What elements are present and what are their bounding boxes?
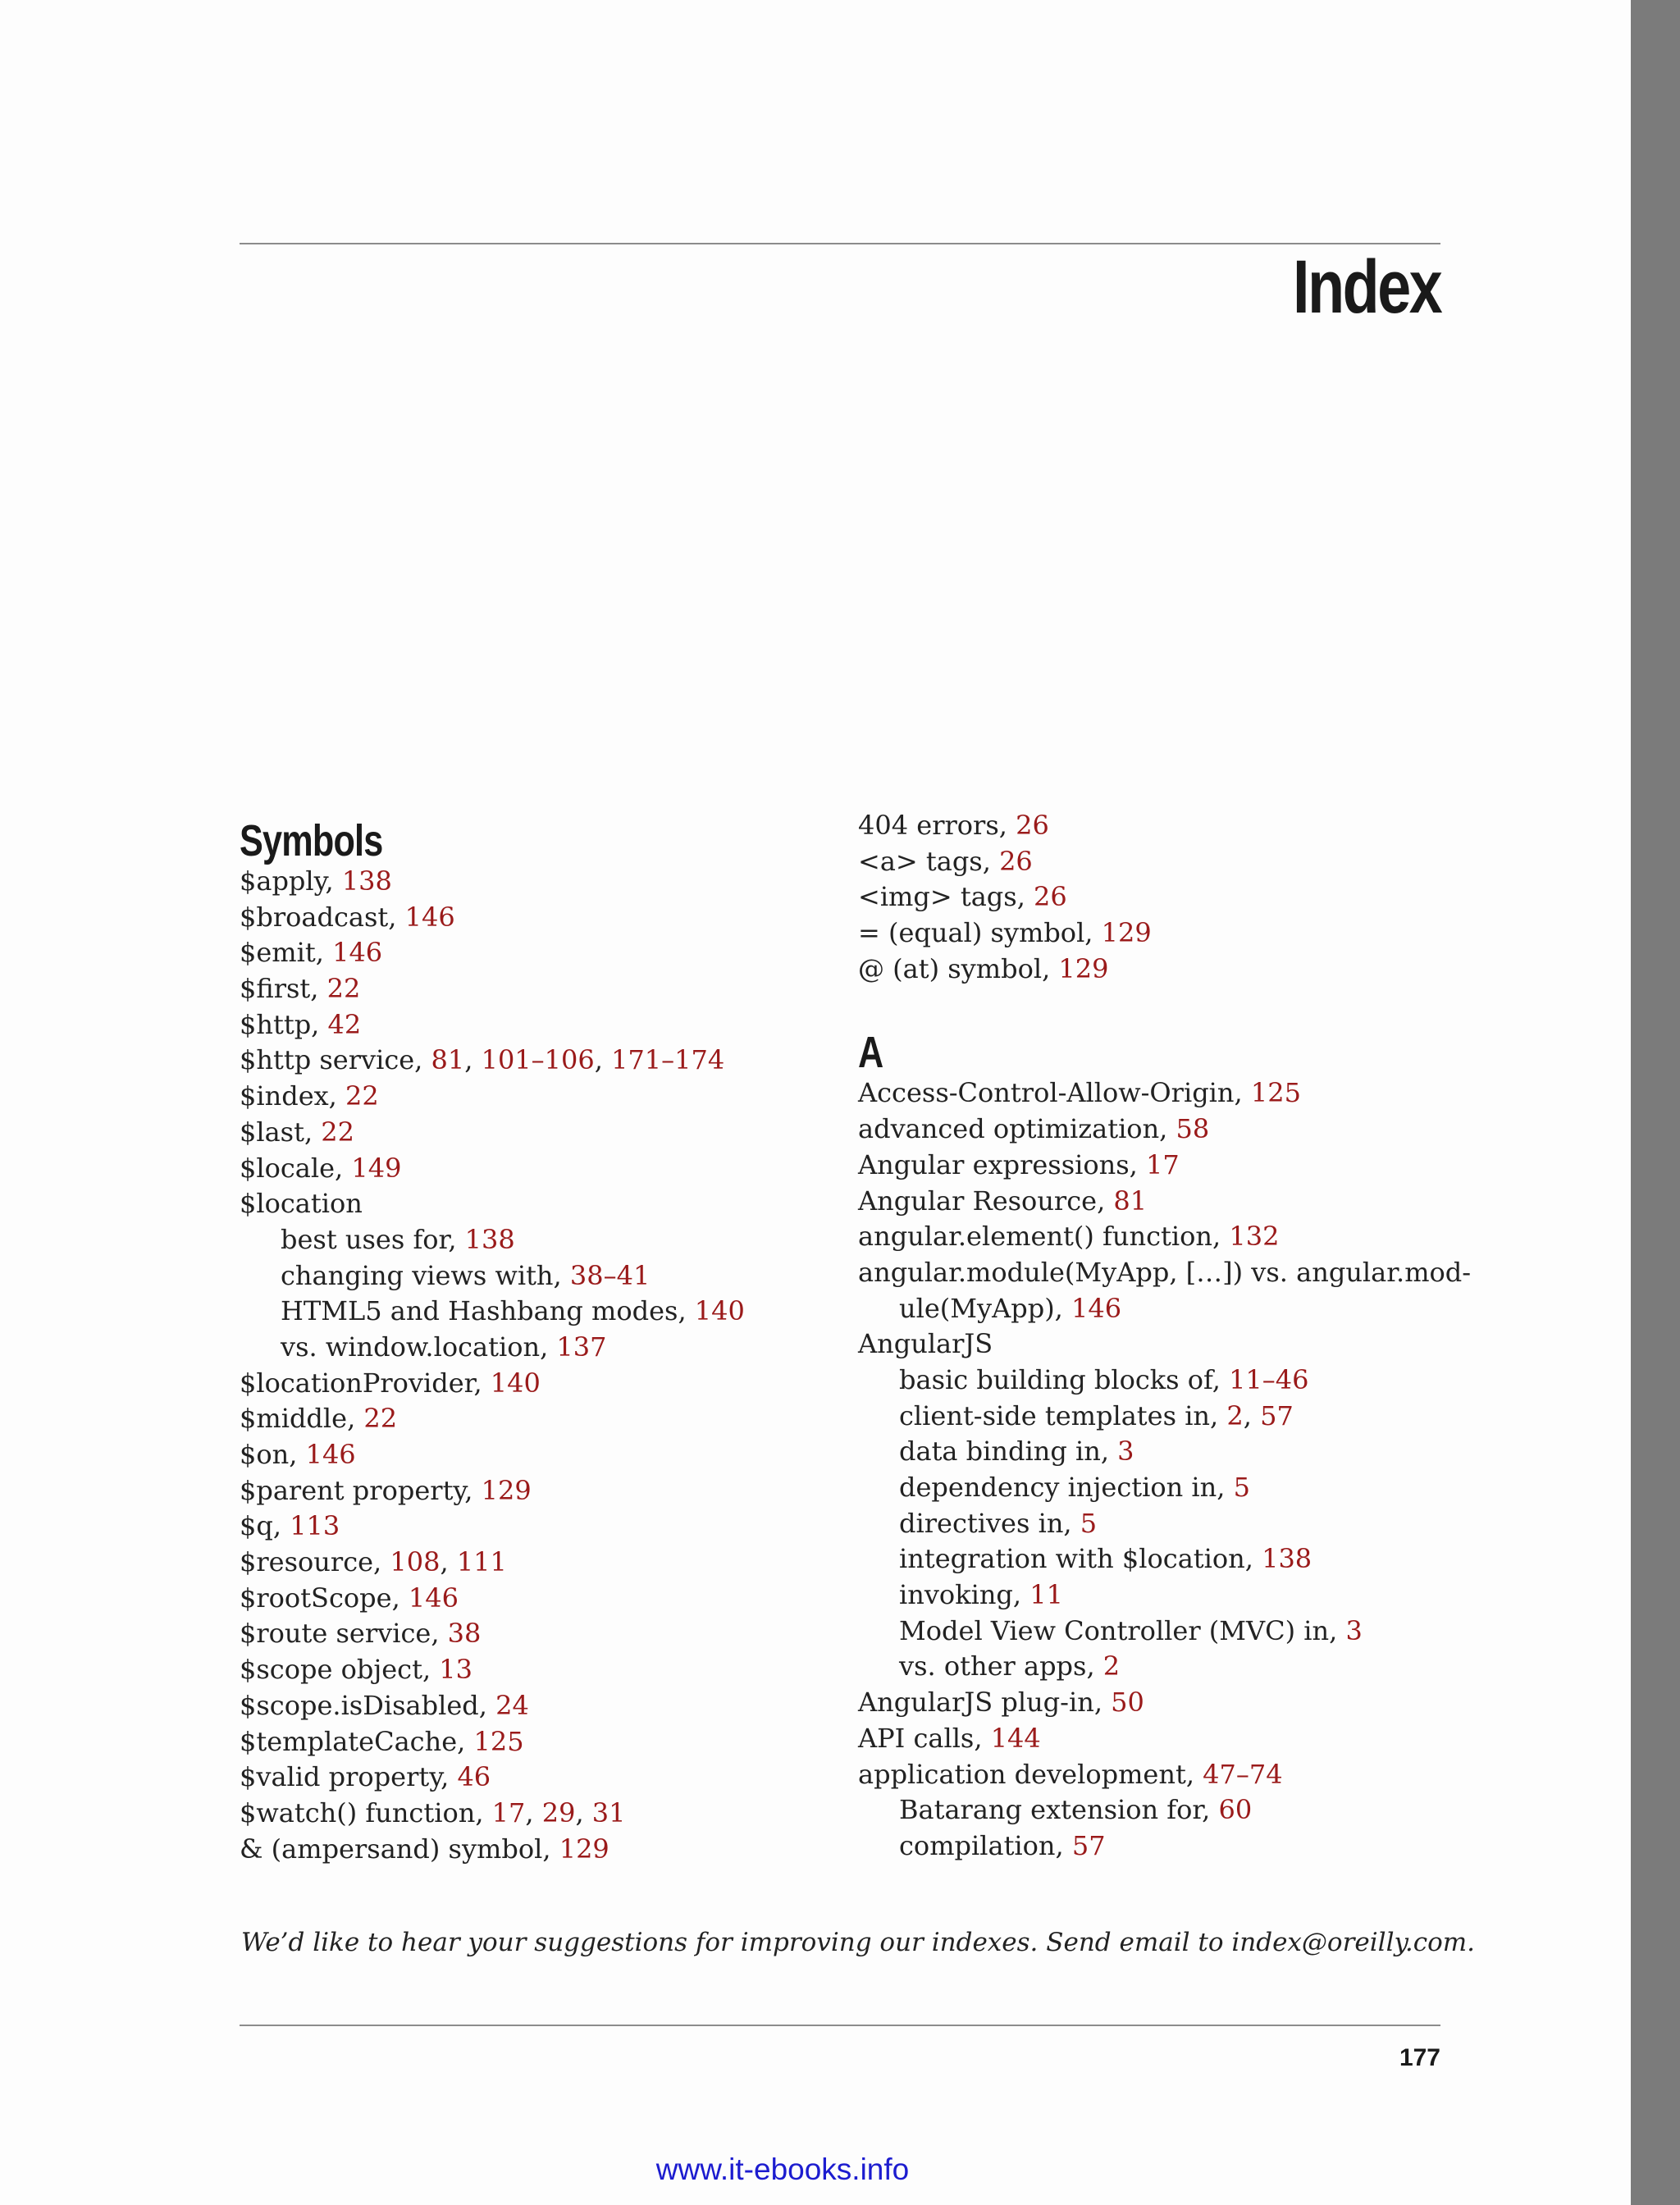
index-entry <box>240 1473 830 1509</box>
page-reference-link[interactable]: 108 <box>390 1546 441 1578</box>
index-term: Model View Controller (MVC) in, <box>899 1614 1346 1646</box>
page-reference-link[interactable]: 81 <box>1113 1185 1148 1217</box>
page-reference-link[interactable]: 42 <box>327 1008 362 1040</box>
index-entry <box>240 1366 830 1402</box>
index-entry <box>240 900 830 936</box>
page-reference-link[interactable]: 129 <box>1058 952 1109 984</box>
index-term: $watch() function, <box>240 1796 492 1828</box>
index-subentry <box>858 1434 1449 1470</box>
index-term: <a> tags, <box>858 845 1000 877</box>
page-reference-link[interactable]: 140 <box>490 1367 541 1399</box>
index-subentry <box>858 1399 1449 1435</box>
index-term: $scope.isDisabled, <box>240 1689 496 1721</box>
index-entry <box>240 1652 830 1688</box>
page-reference-link[interactable]: 111 <box>456 1546 507 1578</box>
page-reference-link[interactable]: 3 <box>1117 1436 1134 1468</box>
index-term: & (ampersand) symbol, <box>240 1833 559 1865</box>
index-entry <box>858 952 1449 988</box>
page-reference-link[interactable]: 5 <box>1233 1472 1250 1503</box>
index-term: dependency injection in, <box>899 1472 1234 1503</box>
index-term: HTML5 and Hashbang modes, <box>281 1295 695 1327</box>
page-reference-link[interactable]: 31 <box>591 1796 626 1828</box>
page-reference-link[interactable]: 38 <box>447 1618 482 1650</box>
index-term: invoking, <box>899 1579 1030 1611</box>
index-term: best uses for, <box>281 1223 465 1255</box>
index-entry <box>858 1326 1449 1363</box>
index-term: advanced optimization, <box>858 1113 1176 1145</box>
index-term: $parent property, <box>240 1474 482 1506</box>
index-entry <box>240 1796 830 1832</box>
page-reference-link[interactable]: 138 <box>464 1223 515 1255</box>
index-term: $broadcast, <box>240 901 405 933</box>
index-entry <box>240 1079 830 1115</box>
page-reference-link[interactable]: 129 <box>481 1474 532 1506</box>
index-term: 404 errors, <box>858 810 1016 841</box>
page-reference-link[interactable]: 57 <box>1071 1829 1106 1861</box>
index-subentry <box>240 1222 830 1258</box>
index-term: $http service, <box>240 1044 431 1076</box>
index-column-right <box>858 808 1472 1865</box>
index-term: data binding in, <box>899 1436 1118 1468</box>
index-term: Angular expressions, <box>858 1148 1147 1180</box>
index-term: compilation, <box>899 1829 1072 1861</box>
index-entry <box>858 844 1449 880</box>
index-entry <box>240 1724 830 1760</box>
index-entry <box>240 1832 830 1868</box>
index-term: AngularJS plug-in, <box>858 1687 1112 1719</box>
footer-note: We’d like to hear your suggestions for improving our indexes. Send email to index@oreilly.com. <box>241 1928 1476 1957</box>
page-reference-link[interactable]: 144 <box>990 1722 1041 1754</box>
page-reference-link[interactable]: 2 <box>1102 1650 1121 1682</box>
page-reference-link[interactable]: 132 <box>1229 1221 1280 1253</box>
index-term: $rootScope, <box>240 1582 409 1614</box>
index-subentry <box>240 1294 830 1330</box>
page-reference-link[interactable]: 146 <box>408 1582 459 1614</box>
section-heading-a: A <box>858 1028 883 1078</box>
page-title: Index <box>1292 245 1440 329</box>
page-reference-link[interactable]: 129 <box>1101 917 1152 949</box>
page-separator: , <box>440 1546 457 1578</box>
top-rule <box>240 243 1440 244</box>
index-term: vs. other apps, <box>899 1650 1103 1682</box>
page-reference-link[interactable]: 22 <box>363 1403 398 1435</box>
page-reference-link[interactable]: 50 <box>1111 1687 1144 1719</box>
page-reference-link[interactable]: 26 <box>1034 881 1067 913</box>
index-term: $last, <box>240 1116 322 1148</box>
page-reference-link[interactable]: 26 <box>999 845 1033 877</box>
index-entry <box>858 1291 1449 1327</box>
index-entry <box>240 1043 830 1079</box>
index-entry <box>240 1115 830 1151</box>
page-reference-link[interactable]: 11 <box>1029 1579 1063 1611</box>
index-entry <box>240 1581 830 1617</box>
section-heading-symbols: Symbols <box>240 816 383 865</box>
index-column-left <box>240 808 830 1867</box>
index-subentry <box>858 1577 1449 1614</box>
index-entry <box>858 1685 1449 1721</box>
index-entry <box>240 864 830 900</box>
page-reference-link[interactable]: 129 <box>559 1833 609 1865</box>
index-entry <box>858 1219 1449 1255</box>
index-term: $first, <box>240 973 327 1005</box>
index-term: $apply, <box>240 865 342 897</box>
watermark-link[interactable]: www.it-ebooks.info <box>655 2152 910 2186</box>
page-separator: , <box>1243 1399 1261 1431</box>
entry-list <box>240 864 830 1867</box>
page-reference-link[interactable]: 146 <box>332 937 383 969</box>
index-term: client-side templates in, <box>899 1399 1227 1431</box>
page-reference-link[interactable]: 13 <box>439 1654 473 1686</box>
index-term: angular.module(MyApp, […]) vs. angular.mod- <box>858 1256 1472 1288</box>
page-reference-link[interactable]: 149 <box>351 1152 402 1184</box>
page-reference-link[interactable]: 22 <box>321 1116 355 1148</box>
page-reference-link[interactable]: 3 <box>1345 1614 1363 1646</box>
page-reference-link[interactable]: 24 <box>495 1689 529 1721</box>
index-subentry <box>858 1541 1449 1577</box>
index-subentry <box>240 1330 830 1366</box>
index-term: API calls, <box>858 1722 991 1754</box>
bottom-rule <box>240 2025 1440 2026</box>
index-entry <box>240 1509 830 1545</box>
index-entry <box>858 1721 1449 1757</box>
index-subentry <box>858 1363 1449 1399</box>
page-reference-link[interactable]: 81 <box>431 1044 465 1076</box>
page-reference-link[interactable]: 125 <box>1250 1077 1301 1109</box>
index-term: <img> tags, <box>858 881 1034 913</box>
page-reference-link[interactable]: 26 <box>1016 810 1049 841</box>
page-reference-link[interactable]: 101–106 <box>481 1044 595 1076</box>
index-entry <box>858 1075 1449 1112</box>
index-entry <box>240 1186 830 1222</box>
page-reference-link[interactable]: 17 <box>1146 1148 1180 1180</box>
page-reference-link[interactable]: 58 <box>1176 1113 1210 1145</box>
index-entry <box>858 1112 1449 1148</box>
index-entry <box>240 1545 830 1581</box>
index-term: $middle, <box>240 1403 364 1435</box>
index-entry <box>858 915 1449 952</box>
index-term: $index, <box>240 1080 346 1112</box>
index-entry <box>240 1437 830 1473</box>
page-reference-link[interactable]: 5 <box>1080 1507 1098 1539</box>
index-subentry <box>858 1614 1449 1650</box>
index-term: $locationProvider, <box>240 1367 491 1399</box>
page-reference-link[interactable]: 125 <box>473 1725 524 1757</box>
page-reference-link[interactable]: 138 <box>341 865 392 897</box>
index-term: changing views with, <box>281 1259 570 1291</box>
page-reference-link[interactable]: 22 <box>345 1080 379 1112</box>
page-reference-link[interactable]: 113 <box>290 1510 340 1542</box>
page-number: 177 <box>1399 2044 1440 2071</box>
page-separator: , <box>464 1044 482 1076</box>
page-reference-link[interactable]: 146 <box>404 901 455 933</box>
index-entry <box>240 1688 830 1724</box>
index-subentry <box>858 1649 1449 1685</box>
index-term: @ (at) symbol, <box>858 952 1059 984</box>
index-entry <box>240 935 830 971</box>
index-term: ule(MyApp), <box>899 1292 1072 1324</box>
index-term: AngularJS <box>858 1328 993 1360</box>
page-reference-link[interactable]: 146 <box>305 1439 356 1470</box>
index-subentry <box>240 1258 830 1294</box>
index-entry <box>240 1401 830 1437</box>
page-reference-link[interactable]: 47–74 <box>1203 1758 1283 1790</box>
index-entry <box>240 971 830 1007</box>
index-term: = (equal) symbol, <box>858 917 1102 949</box>
index-term: application development, <box>858 1758 1203 1790</box>
index-term: $templateCache, <box>240 1725 474 1757</box>
index-entry <box>240 1616 830 1652</box>
entry-list <box>858 1075 1472 1864</box>
index-term: $scope object, <box>240 1654 440 1686</box>
index-term: $http, <box>240 1008 328 1040</box>
page-reference-link[interactable]: 11–46 <box>1229 1363 1309 1395</box>
index-term: integration with $location, <box>899 1543 1262 1575</box>
index-term: $location <box>240 1188 363 1220</box>
index-term: $resource, <box>240 1546 390 1578</box>
page-reference-link[interactable]: 46 <box>457 1761 491 1793</box>
page-reference-link[interactable]: 60 <box>1218 1794 1253 1826</box>
index-term: directives in, <box>899 1507 1080 1539</box>
page-reference-link[interactable]: 38–41 <box>569 1259 651 1291</box>
page-separator: , <box>575 1796 592 1828</box>
index-entry <box>858 1184 1449 1220</box>
index-entry <box>240 1007 830 1043</box>
page-reference-link[interactable]: 2 <box>1226 1399 1244 1431</box>
page-reference-link[interactable]: 171–174 <box>611 1044 725 1076</box>
page-reference-link[interactable]: 146 <box>1071 1292 1122 1324</box>
index-entry <box>858 1255 1472 1291</box>
page-separator: , <box>525 1796 542 1828</box>
index-entry <box>858 808 1449 844</box>
page-reference-link[interactable]: 57 <box>1260 1399 1294 1431</box>
page-reference-link[interactable]: 138 <box>1262 1543 1312 1575</box>
index-term: $q, <box>240 1510 290 1542</box>
index-entry <box>240 1151 830 1187</box>
entry-list-top <box>858 808 1449 987</box>
index-term: $emit, <box>240 937 333 969</box>
index-term: Batarang extension for, <box>899 1794 1219 1826</box>
index-subentry <box>858 1470 1449 1506</box>
index-term: vs. window.location, <box>281 1331 557 1363</box>
scrollbar[interactable] <box>1631 0 1680 2205</box>
page-separator: , <box>594 1044 612 1076</box>
index-term: basic building blocks of, <box>899 1363 1230 1395</box>
index-term: $valid property, <box>240 1761 458 1793</box>
index-term: $locale, <box>240 1152 352 1184</box>
index-term: Access-Control-Allow-Origin, <box>858 1077 1251 1109</box>
page-reference-link[interactable]: 137 <box>556 1331 607 1363</box>
index-term: $route service, <box>240 1618 448 1650</box>
index-term: angular.element() function, <box>858 1221 1230 1253</box>
index-term: $on, <box>240 1439 306 1470</box>
page-reference-link[interactable]: 29 <box>541 1796 576 1828</box>
index-term: Angular Resource, <box>858 1185 1114 1217</box>
page-reference-link[interactable]: 22 <box>326 973 361 1005</box>
index-subentry <box>858 1506 1449 1542</box>
index-entry <box>240 1760 830 1796</box>
page-reference-link[interactable]: 17 <box>491 1796 526 1828</box>
index-entry <box>858 1148 1449 1184</box>
page-reference-link[interactable]: 140 <box>694 1295 745 1327</box>
index-subentry <box>858 1792 1449 1828</box>
index-subentry <box>858 1828 1449 1865</box>
index-entry <box>858 1757 1449 1793</box>
index-entry <box>858 879 1449 915</box>
